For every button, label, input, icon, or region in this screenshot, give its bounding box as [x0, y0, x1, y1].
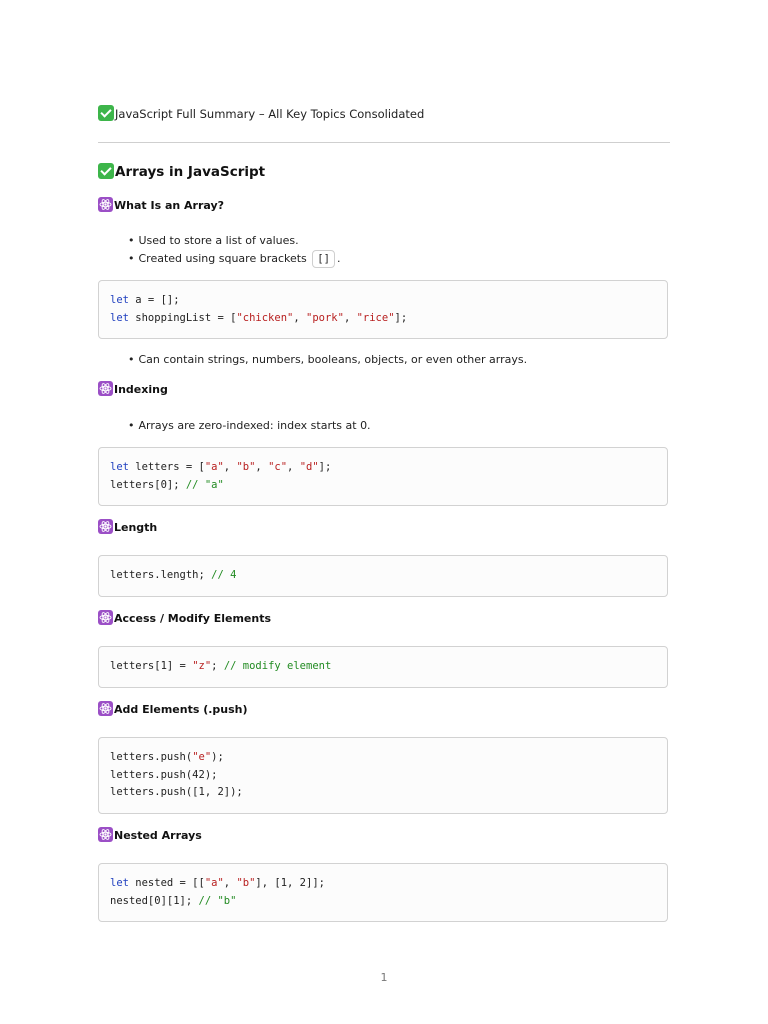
section-heading-text: Arrays in JavaScript [115, 164, 266, 180]
horizontal-divider [98, 142, 670, 143]
code-block [98, 646, 668, 688]
code-string: "a" [204, 877, 224, 889]
code-comment: // modify element [223, 660, 332, 672]
subheading-text: Indexing [114, 383, 168, 396]
code-text: ]; [318, 461, 332, 473]
code-text: ], [1, 2]]; [255, 877, 325, 889]
bullet-text: Can contain strings, numbers, booleans, objects, or even other arrays. [138, 353, 528, 366]
code-comment: // "a" [185, 478, 224, 491]
code-keyword: let [110, 294, 129, 306]
code-text: , [343, 311, 357, 324]
code-string: "d" [299, 461, 319, 473]
subheading-text: Add Elements (.push) [114, 703, 248, 716]
code-string: "e" [192, 751, 212, 763]
code-text: ); [211, 751, 224, 763]
code-line [110, 477, 656, 495]
code-block [98, 555, 668, 597]
code-text: letters.length; [110, 569, 212, 581]
document-title [98, 105, 424, 121]
subheading-what-is-array [98, 197, 224, 212]
inline-code: [] [312, 250, 335, 268]
code-string: "c" [268, 461, 288, 473]
code-line [110, 292, 656, 310]
check-mark-icon [98, 105, 114, 121]
subheading-text: Access / Modify Elements [114, 612, 272, 625]
subheading-add-elements [98, 701, 248, 716]
code-line [110, 767, 656, 785]
code-text: letters.push(42); [110, 768, 218, 781]
atom-icon [98, 519, 113, 534]
code-line [110, 749, 656, 767]
subheading-indexing [98, 381, 168, 396]
check-mark-icon [98, 163, 114, 179]
code-keyword: let [110, 877, 129, 889]
subheading-text: Nested Arrays [114, 829, 202, 842]
code-text: , [287, 461, 300, 473]
subheading-text: What Is an Array? [114, 199, 225, 212]
code-line [110, 893, 656, 911]
code-line [110, 310, 656, 328]
subheading-text: Length [114, 521, 158, 534]
code-line [110, 567, 656, 585]
code-string: "chicken" [236, 311, 294, 324]
bullet-suffix: . [336, 252, 341, 265]
code-text: a = []; [128, 294, 180, 306]
bullet-item [128, 351, 527, 369]
code-block [98, 737, 668, 814]
code-string: "b" [236, 461, 256, 473]
code-text: , [223, 877, 237, 889]
code-block [98, 280, 668, 339]
code-string: "pork" [306, 311, 344, 324]
atom-icon [98, 381, 113, 396]
code-text: , [223, 461, 237, 473]
atom-icon [98, 197, 113, 212]
code-text: letters[1] = [110, 660, 193, 672]
subheading-access-modify [98, 610, 271, 625]
bullet-item [128, 417, 371, 435]
code-block [98, 447, 668, 506]
document-title-text: JavaScript Full Summary – All Key Topics Consolidated [115, 107, 425, 121]
bullet-text: Arrays are zero-indexed: index starts at 0. [138, 419, 371, 432]
code-text: letters.push( [110, 751, 193, 763]
code-string: "z" [192, 660, 212, 672]
code-line [110, 459, 656, 477]
code-string: "a" [204, 461, 224, 473]
atom-icon [98, 610, 113, 625]
code-text: , [293, 311, 306, 324]
code-line [110, 875, 656, 893]
code-keyword: let [110, 311, 129, 324]
code-text: shoppingList = [ [128, 311, 237, 324]
code-text: ; [211, 660, 224, 672]
subheading-nested-arrays [98, 827, 202, 842]
bullet-item [128, 232, 299, 250]
subheading-length [98, 519, 157, 534]
code-comment: // "b" [198, 894, 237, 907]
page-number: 1 [380, 971, 388, 984]
bullet-text: Created using square brackets [138, 252, 307, 265]
code-text: nested = [[ [128, 877, 205, 889]
code-text: nested[0][1]; [110, 894, 199, 907]
code-text: ]; [394, 311, 408, 324]
code-string: "rice" [356, 311, 395, 324]
code-string: "b" [236, 877, 256, 889]
code-line [110, 658, 656, 676]
code-line [110, 784, 656, 802]
atom-icon [98, 827, 113, 842]
code-text: letters = [ [128, 461, 205, 473]
code-text: letters[0]; [110, 478, 186, 491]
bullet-text: Used to store a list of values. [138, 234, 299, 247]
code-keyword: let [110, 461, 129, 473]
bullet-item [128, 250, 340, 268]
atom-icon [98, 701, 113, 716]
section-heading [98, 163, 265, 180]
code-comment: // 4 [211, 569, 237, 581]
code-text: , [255, 461, 269, 473]
code-block [98, 863, 668, 922]
code-text: letters.push([1, 2]); [110, 786, 243, 798]
document-page [98, 0, 670, 1024]
